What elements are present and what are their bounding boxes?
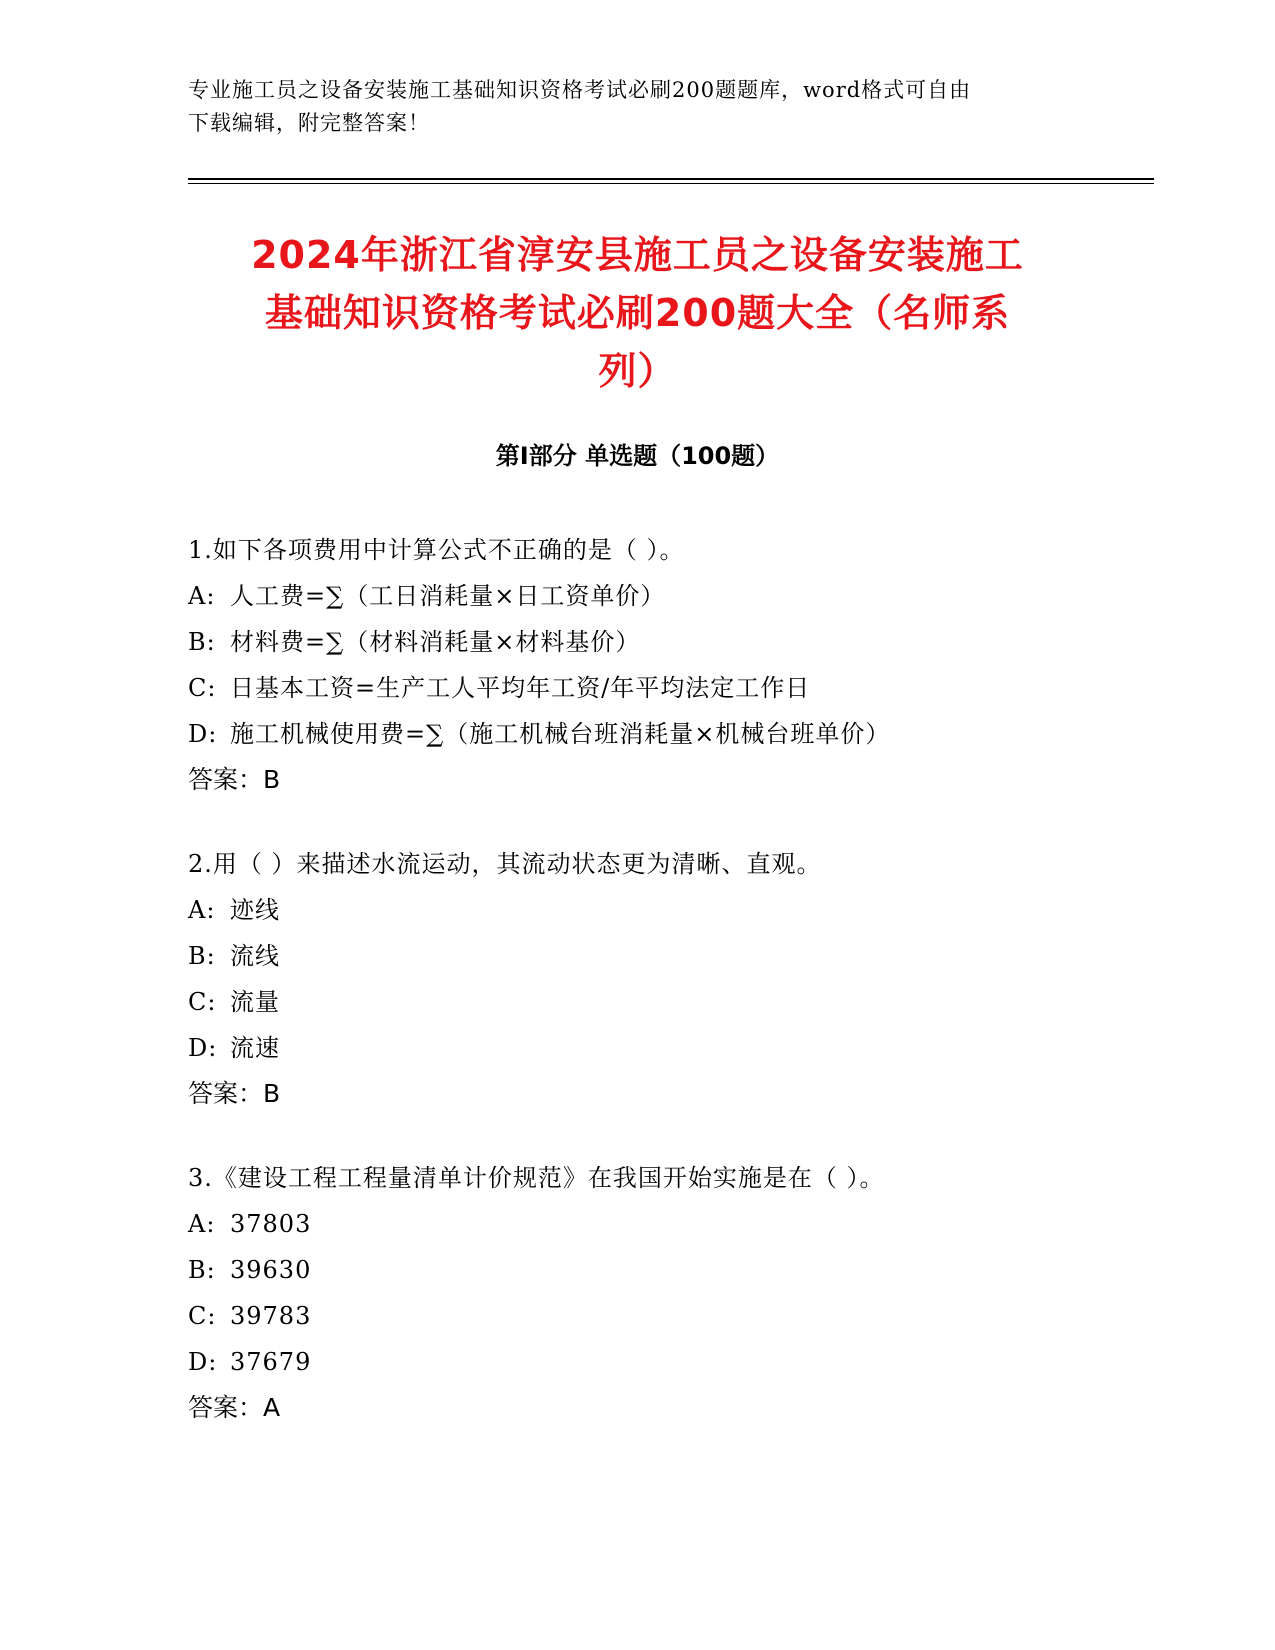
option-key: B: [188,1256,216,1284]
option-c [188,665,1138,711]
option-text: 37803 [230,1210,312,1238]
option-text: 37679 [230,1348,312,1376]
question-list [188,527,1138,1469]
option-text: 流线 [230,942,280,970]
header-note-line-2: 下载编辑，附完整答案！ [188,111,430,135]
question-2 [188,841,1138,1117]
option-c [188,1293,1138,1339]
answer-label: 答案：B [188,1079,281,1108]
option-text: 流速 [230,1034,280,1062]
header-note-line-1: 专业施工员之设备安装施工基础知识资格考试必刷200题题库，word格式可自由 [188,78,972,102]
option-b [188,933,1138,979]
option-key: C: [188,674,217,702]
option-text: 人工费=∑（工日消耗量×日工资单价） [230,582,666,610]
option-key: B: [188,628,216,656]
option-key: D: [188,1348,218,1376]
option-b [188,619,1138,665]
section-heading: 第Ⅰ部分 单选题（100题） [495,442,780,470]
question-1 [188,527,1138,803]
answer-label: 答案：B [188,765,281,794]
question-stem: 3.《建设工程工程量清单计价规范》在我国开始实施是在（ ）。 [188,1164,885,1192]
option-text: 39783 [230,1302,312,1330]
option-d [188,1339,1138,1385]
option-key: D: [188,1034,218,1062]
header-divider-thin [188,183,1154,184]
option-key: A: [188,896,216,924]
option-d [188,711,1138,757]
document-title [160,226,1115,400]
option-c [188,979,1138,1025]
option-key: A: [188,1210,216,1238]
option-text: 流量 [230,988,280,1016]
option-a [188,573,1138,619]
option-key: A: [188,582,216,610]
option-key: B: [188,942,216,970]
question-stem: 1.如下各项费用中计算公式不正确的是（ ）。 [188,536,685,564]
document-title-line-3: 列） [598,349,677,393]
question-stem: 2.用（ ）来描述水流运动，其流动状态更为清晰、直观。 [188,850,822,878]
option-key: C: [188,988,217,1016]
option-text: 迹线 [230,896,280,924]
header-note [188,74,1088,140]
answer-label: 答案：A [188,1393,281,1422]
option-text: 日基本工资=生产工人平均年工资/年平均法定工作日 [230,674,811,702]
option-a [188,1201,1138,1247]
header-divider-thick [188,178,1154,180]
option-a [188,887,1138,933]
option-text: 施工机械使用费=∑（施工机械台班消耗量×机械台班单价） [230,720,891,748]
document-title-line-1: 2024年浙江省淳安县施工员之设备安装施工 [251,233,1024,277]
option-d [188,1025,1138,1071]
option-key: C: [188,1302,217,1330]
question-3 [188,1155,1138,1431]
option-key: D: [188,720,218,748]
option-text: 材料费=∑（材料消耗量×材料基价） [230,628,641,656]
document-title-line-2: 基础知识资格考试必刷200题大全（名师系 [264,291,1011,335]
option-b [188,1247,1138,1293]
option-text: 39630 [230,1256,312,1284]
